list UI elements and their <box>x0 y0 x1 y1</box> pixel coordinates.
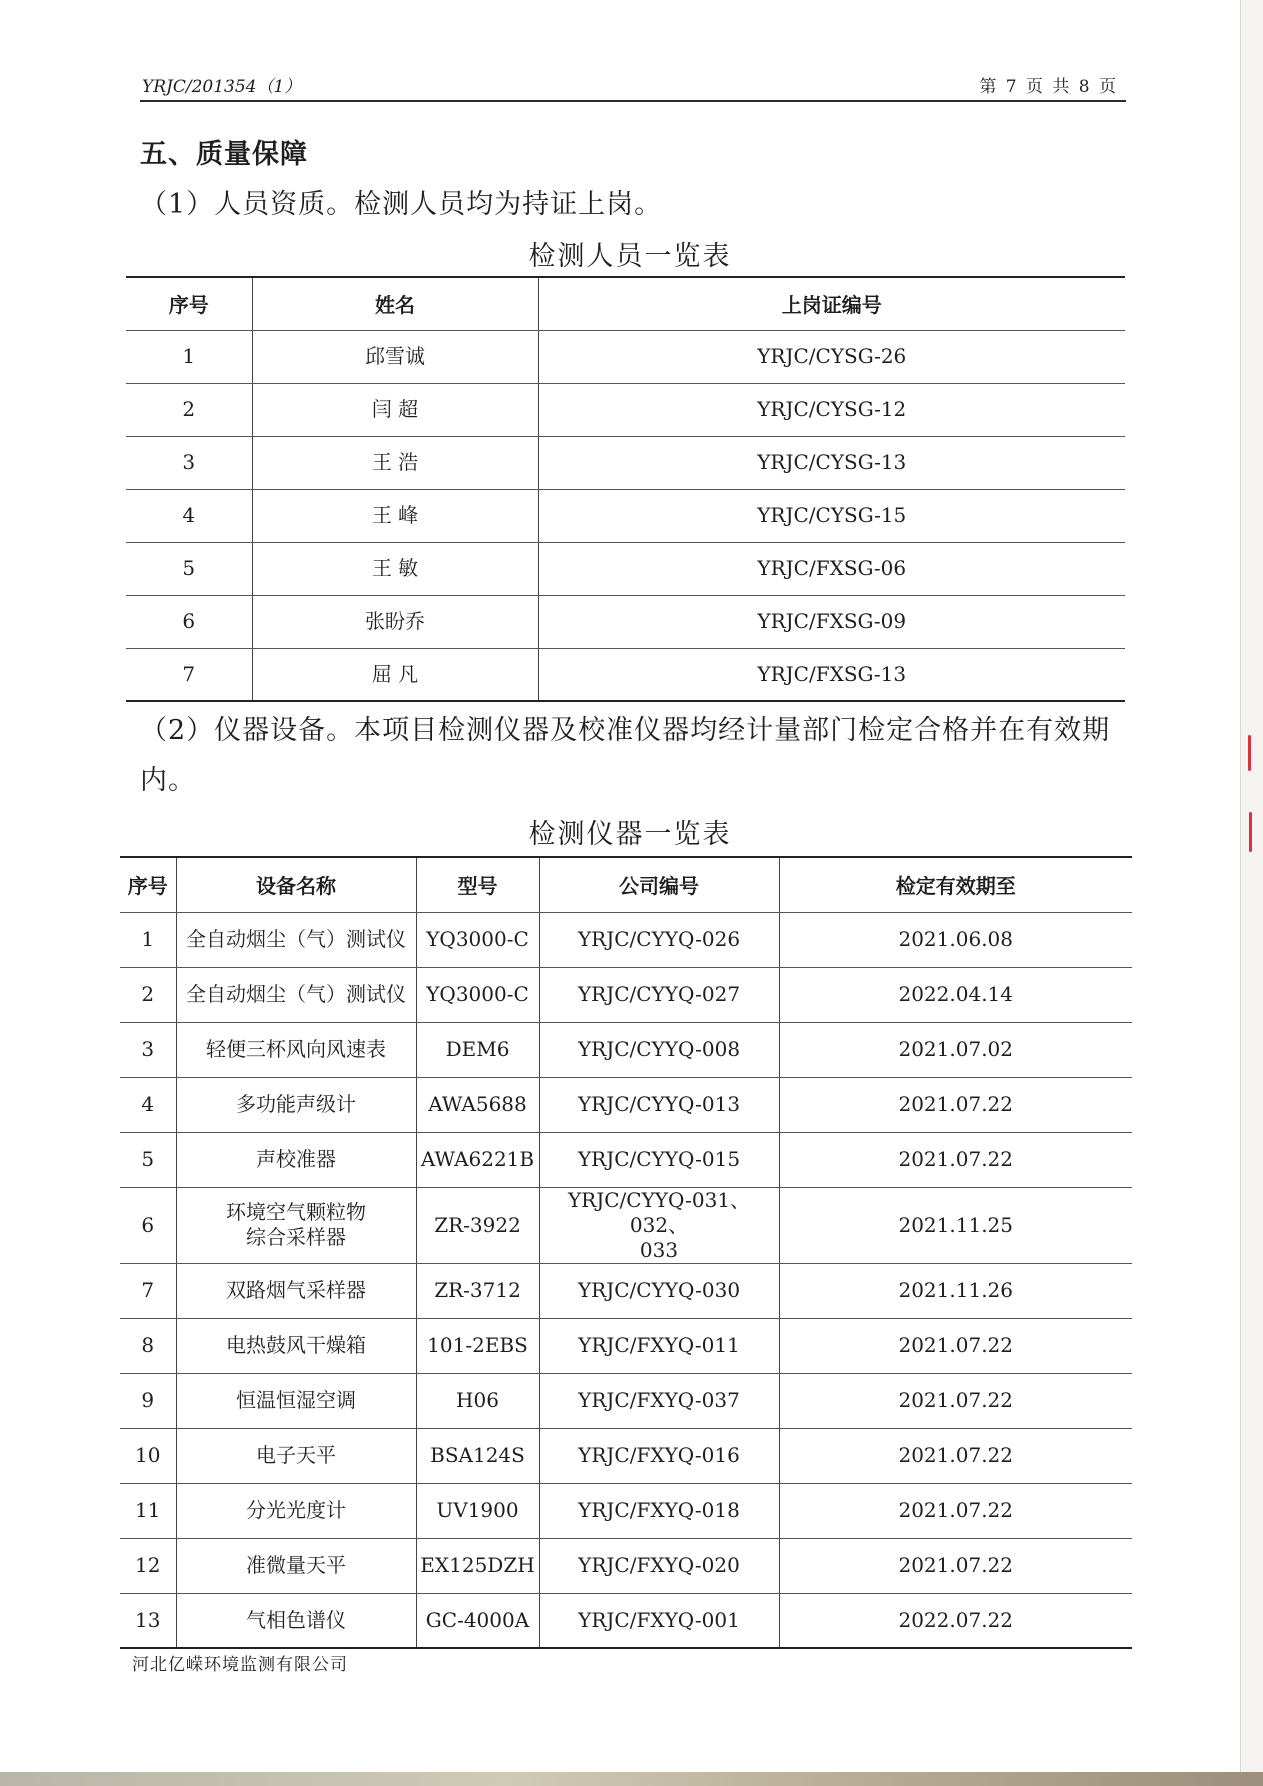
cell-index <box>120 1593 176 1648</box>
doc-code: YRJC/201354（1） <box>142 77 302 97</box>
cell-device-name <box>176 1538 416 1593</box>
cell-cert-number-text: YRJC/FXSG-06 <box>757 556 907 580</box>
cell-company-code <box>539 1593 779 1648</box>
cell-index-text: 9 <box>141 1388 155 1412</box>
cell-model <box>416 1428 539 1483</box>
cell-model <box>416 1483 539 1538</box>
table-row <box>126 489 1125 542</box>
table-row <box>120 1077 1132 1132</box>
cell-model <box>416 1263 539 1318</box>
cell-company-code-text: YRJC/FXYQ-011 <box>578 1333 740 1357</box>
cell-index-text: 4 <box>182 503 196 527</box>
cell-model-text: GC-4000A <box>425 1607 530 1632</box>
cell-valid-until-text: 2021.07.22 <box>898 1333 1013 1357</box>
cell-index-text: 12 <box>135 1553 161 1577</box>
instrument-table-body <box>120 912 1132 1648</box>
cell-valid-until-text: 2021.07.22 <box>898 1147 1013 1171</box>
cell-index <box>126 489 252 542</box>
table-row <box>120 1187 1132 1263</box>
cell-index-text: 5 <box>182 556 196 580</box>
cell-company-code-text: YRJC/CYYQ-026 <box>577 927 741 951</box>
cell-valid-until-text: 2021.06.08 <box>898 927 1013 951</box>
cell-model <box>416 1593 539 1648</box>
cell-cert-number <box>538 383 1125 436</box>
cell-index-text: 10 <box>135 1443 161 1467</box>
cell-index <box>126 330 252 383</box>
cell-valid-until-text: 2021.07.22 <box>898 1443 1013 1467</box>
cell-valid-until-text: 2021.07.22 <box>898 1553 1013 1577</box>
cell-cert-number <box>538 489 1125 542</box>
cell-company-code-text: YRJC/CYYQ-027 <box>577 982 741 1006</box>
cell-valid-until <box>779 1132 1132 1187</box>
cell-index-text: 4 <box>141 1092 155 1116</box>
cell-company-code <box>539 1132 779 1187</box>
cell-company-code <box>539 912 779 967</box>
cell-device-name <box>176 912 416 967</box>
cell-company-code <box>539 1483 779 1538</box>
cell-device-name-text: 全自动烟尘（气）测试仪 <box>186 982 406 1006</box>
cell-index <box>126 383 252 436</box>
cell-device-name <box>176 1187 416 1263</box>
table-row <box>120 1132 1132 1187</box>
col-header-model: 型号 <box>416 857 539 912</box>
table-row <box>126 595 1125 648</box>
cell-device-name-text: 气相色谱仪 <box>246 1607 346 1632</box>
cell-company-code-text: YRJC/FXYQ-016 <box>578 1443 740 1467</box>
cell-device-name <box>176 1318 416 1373</box>
cell-model <box>416 967 539 1022</box>
cell-cert-number <box>538 436 1125 489</box>
cell-company-code <box>539 1373 779 1428</box>
personnel-paragraph: （1）人员资质。检测人员均为持证上岗。 <box>140 189 663 220</box>
cell-name-text: 王 浩 <box>371 450 419 474</box>
cell-model-text: AWA6221B <box>420 1147 535 1171</box>
cell-cert-number-text: YRJC/CYSG-12 <box>757 397 907 421</box>
cell-index <box>120 912 176 967</box>
margin-mark <box>1248 735 1251 771</box>
cell-index-text: 3 <box>141 1037 155 1061</box>
cell-index <box>120 1132 176 1187</box>
cell-index <box>126 595 252 648</box>
cell-index-text: 6 <box>182 609 196 633</box>
cell-valid-until <box>779 1077 1132 1132</box>
cell-company-code-text: YRJC/CYYQ-008 <box>577 1037 741 1061</box>
personnel-table-title: 检测人员一览表 <box>528 241 732 272</box>
table-row <box>120 1483 1132 1538</box>
table-row <box>120 1428 1132 1483</box>
table-row <box>120 912 1132 967</box>
cell-index <box>120 1538 176 1593</box>
cell-device-name-text: 电子天平 <box>256 1443 336 1467</box>
cell-index <box>120 1428 176 1483</box>
table-row <box>126 383 1125 436</box>
cell-cert-number <box>538 648 1125 701</box>
cell-cert-number-text: YRJC/FXSG-09 <box>757 609 907 633</box>
table-row <box>120 1373 1132 1428</box>
personnel-table-body <box>126 330 1125 701</box>
col-header-cert: 上岗证编号 <box>538 277 1125 330</box>
cell-name-text: 张盼乔 <box>365 609 425 633</box>
col-header-index: 序号 <box>126 277 252 330</box>
cell-company-code <box>539 1538 779 1593</box>
cell-valid-until <box>779 1428 1132 1483</box>
cell-model-text: UV1900 <box>436 1498 519 1522</box>
instrument-header-row <box>120 857 1132 912</box>
cell-index-text: 1 <box>182 344 196 368</box>
personnel-header-row <box>126 277 1125 330</box>
cell-index-text: 6 <box>141 1212 155 1237</box>
cell-model <box>416 1132 539 1187</box>
cell-index-text: 13 <box>135 1607 161 1632</box>
cell-index <box>120 1263 176 1318</box>
cell-name <box>252 436 538 489</box>
cell-model-text: DEM6 <box>445 1037 510 1061</box>
table-row <box>120 967 1132 1022</box>
cell-valid-until-text: 2022.07.22 <box>898 1607 1013 1632</box>
cell-index <box>120 1318 176 1373</box>
page-number: 第 7 页 共 8 页 <box>979 77 1116 97</box>
cell-cert-number-text: YRJC/CYSG-13 <box>757 450 907 474</box>
cell-index <box>126 542 252 595</box>
cell-index <box>120 1077 176 1132</box>
cell-valid-until <box>779 1263 1132 1318</box>
cell-cert-number-text: YRJC/CYSG-26 <box>757 344 907 368</box>
section-title: 五、质量保障 <box>140 139 308 170</box>
cell-index-text: 2 <box>182 397 196 421</box>
cell-model <box>416 1318 539 1373</box>
cell-index <box>120 1483 176 1538</box>
cell-device-name-text: 分光光度计 <box>246 1498 346 1522</box>
cell-index-text: 3 <box>182 450 196 474</box>
cell-index-text: 2 <box>141 982 155 1006</box>
table-row <box>120 1318 1132 1373</box>
cell-valid-until-text: 2021.07.02 <box>898 1037 1013 1061</box>
cell-index <box>126 436 252 489</box>
cell-valid-until-text: 2021.11.25 <box>898 1212 1013 1237</box>
cell-model <box>416 1187 539 1263</box>
cell-model-text: YQ3000-C <box>426 927 529 951</box>
cell-device-name <box>176 1132 416 1187</box>
cell-valid-until-text: 2021.07.22 <box>898 1498 1013 1522</box>
cell-valid-until <box>779 1187 1132 1263</box>
cell-valid-until <box>779 912 1132 967</box>
col-header-index: 序号 <box>120 857 176 912</box>
cell-cert-number <box>538 542 1125 595</box>
cell-index-text: 8 <box>141 1333 155 1357</box>
cell-valid-until-text: 2021.11.26 <box>898 1278 1013 1302</box>
cell-cert-number-text: YRJC/CYSG-15 <box>757 503 907 527</box>
cell-company-code <box>539 1263 779 1318</box>
cell-cert-number <box>538 330 1125 383</box>
cell-name <box>252 648 538 701</box>
cell-model-text: BSA124S <box>430 1443 525 1467</box>
cell-device-name <box>176 967 416 1022</box>
cell-device-name <box>176 1077 416 1132</box>
cell-model <box>416 1538 539 1593</box>
cell-name <box>252 595 538 648</box>
cell-name-text: 屈 凡 <box>371 661 419 686</box>
cell-cert-number <box>538 595 1125 648</box>
cell-company-code-text: YRJC/FXYQ-001 <box>578 1607 740 1632</box>
cell-company-code-text: YRJC/CYYQ-031、032、 033 <box>567 1187 751 1262</box>
cell-valid-until <box>779 1373 1132 1428</box>
cell-model-text: 101-2EBS <box>427 1333 528 1357</box>
instrument-table-title: 检测仪器一览表 <box>528 819 732 850</box>
cell-index-text: 11 <box>135 1498 161 1522</box>
cell-device-name-text: 全自动烟尘（气）测试仪 <box>186 927 406 951</box>
cell-device-name-text: 声校准器 <box>256 1147 336 1171</box>
cell-device-name <box>176 1593 416 1648</box>
cell-name <box>252 489 538 542</box>
table-row <box>126 648 1125 701</box>
table-row <box>120 1538 1132 1593</box>
table-row <box>126 436 1125 489</box>
cell-valid-until-text: 2021.07.22 <box>898 1388 1013 1412</box>
cell-name-text: 邱雪诚 <box>365 344 425 368</box>
cell-model <box>416 1077 539 1132</box>
cell-company-code-text: YRJC/CYYQ-015 <box>577 1147 741 1171</box>
cell-valid-until-text: 2022.04.14 <box>898 982 1013 1006</box>
cell-model-text: YQ3000-C <box>426 982 529 1006</box>
cell-device-name-text: 环境空气颗粒物 综合采样器 <box>226 1200 366 1249</box>
cell-cert-number-text: YRJC/FXSG-13 <box>757 661 907 686</box>
cell-device-name <box>176 1263 416 1318</box>
table-row <box>120 1022 1132 1077</box>
cell-company-code <box>539 1318 779 1373</box>
cell-name-text: 闫 超 <box>371 397 419 421</box>
col-header-device-name: 设备名称 <box>176 857 416 912</box>
cell-index-text: 1 <box>141 927 155 951</box>
cell-company-code-text: YRJC/CYYQ-030 <box>577 1278 741 1302</box>
cell-name-text: 王 敏 <box>371 556 419 580</box>
cell-index-text: 5 <box>141 1147 155 1171</box>
cell-company-code-text: YRJC/CYYQ-013 <box>577 1092 741 1116</box>
cell-index <box>120 1187 176 1263</box>
cell-index <box>120 1373 176 1428</box>
margin-mark <box>1249 812 1252 852</box>
instrument-paragraph: （2）仪器设备。本项目检测仪器及校准仪器均经计量部门检定合格并在有效期内。 <box>140 715 1111 796</box>
cell-valid-until <box>779 967 1132 1022</box>
cell-device-name <box>176 1373 416 1428</box>
cell-device-name-text: 电热鼓风干燥箱 <box>226 1333 366 1357</box>
cell-index-text: 7 <box>141 1278 155 1302</box>
col-header-company-code: 公司编号 <box>539 857 779 912</box>
table-row <box>120 1593 1132 1648</box>
table-row <box>126 542 1125 595</box>
cell-valid-until <box>779 1538 1132 1593</box>
table-row <box>120 1263 1132 1318</box>
cell-company-code-text: YRJC/FXYQ-037 <box>578 1388 740 1412</box>
personnel-table <box>126 276 1125 702</box>
cell-device-name <box>176 1483 416 1538</box>
cell-model-text: ZR-3712 <box>434 1278 521 1302</box>
cell-index-text: 7 <box>182 661 196 686</box>
cell-model <box>416 1373 539 1428</box>
cell-index <box>120 967 176 1022</box>
cell-index <box>126 648 252 701</box>
cell-device-name-text: 准微量天平 <box>246 1553 346 1577</box>
cell-device-name-text: 轻便三杯风向风速表 <box>206 1037 386 1061</box>
cell-model <box>416 912 539 967</box>
cell-model-text: AWA5688 <box>428 1092 527 1116</box>
footer-company: 河北亿嵘环境监测有限公司 <box>132 1655 348 1675</box>
cell-device-name-text: 恒温恒湿空调 <box>236 1388 356 1412</box>
cell-valid-until <box>779 1022 1132 1077</box>
col-header-name: 姓名 <box>252 277 538 330</box>
cell-device-name <box>176 1022 416 1077</box>
cell-company-code-text: YRJC/FXYQ-020 <box>578 1553 740 1577</box>
cell-device-name-text: 双路烟气采样器 <box>226 1278 366 1302</box>
cell-company-code <box>539 1022 779 1077</box>
cell-model-text: EX125DZH <box>420 1553 535 1577</box>
cell-company-code-text: YRJC/FXYQ-018 <box>578 1498 740 1522</box>
scan-edge <box>0 1772 1263 1786</box>
cell-company-code <box>539 1187 779 1263</box>
cell-model <box>416 1022 539 1077</box>
table-row <box>126 330 1125 383</box>
cell-device-name-text: 多功能声级计 <box>236 1092 356 1116</box>
cell-model-text: H06 <box>456 1388 499 1412</box>
cell-model-text: ZR-3922 <box>434 1212 521 1237</box>
cell-name <box>252 542 538 595</box>
instrument-table <box>120 856 1132 1649</box>
cell-name <box>252 330 538 383</box>
cell-company-code <box>539 967 779 1022</box>
cell-valid-until <box>779 1593 1132 1648</box>
cell-valid-until <box>779 1483 1132 1538</box>
cell-name <box>252 383 538 436</box>
cell-index <box>120 1022 176 1077</box>
cell-company-code <box>539 1077 779 1132</box>
page-header <box>140 70 1126 102</box>
col-header-valid-until: 检定有效期至 <box>779 857 1132 912</box>
cell-name-text: 王 峰 <box>371 503 419 527</box>
cell-valid-until <box>779 1318 1132 1373</box>
cell-device-name <box>176 1428 416 1483</box>
cell-company-code <box>539 1428 779 1483</box>
cell-valid-until-text: 2021.07.22 <box>898 1092 1013 1116</box>
